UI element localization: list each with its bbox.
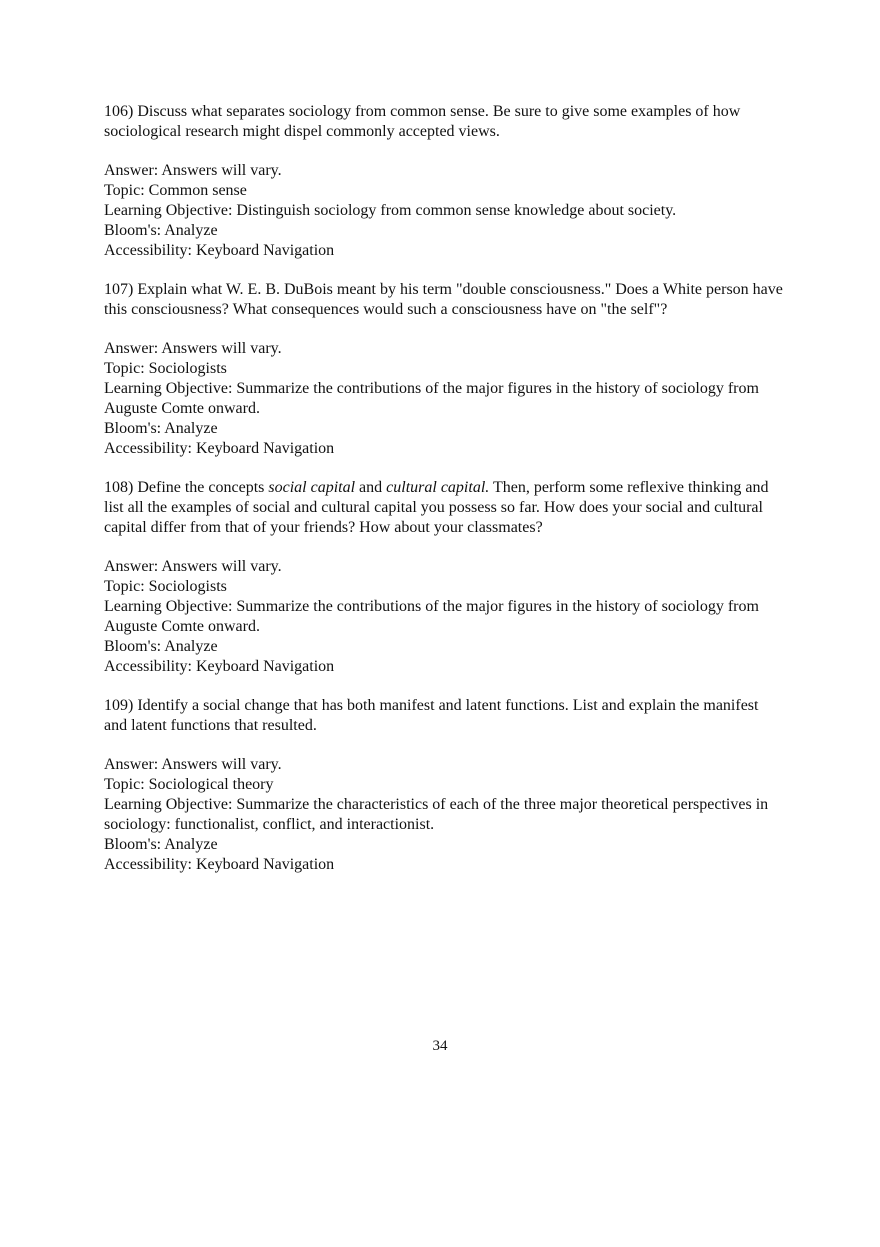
topic-line: Topic: Sociologists [104,360,227,377]
question-text: 109) Identify a social change that has both manifest and latent functions. List and explain the manifest and latent functions that resulted. [104,697,759,734]
question-text [104,478,784,538]
term-cultural-capital: cultural capital. [386,479,490,496]
answer-line: Answer: Answers will vary. [104,162,282,179]
question-text-part: 108) Define the concepts [104,479,269,496]
page-number: 34 [432,1038,448,1054]
question-108 [104,478,784,677]
blooms-line: Bloom's: Analyze [104,638,218,655]
topic-line: Topic: Sociologists [104,578,227,595]
accessibility-line: Accessibility: Keyboard Navigation [104,440,335,457]
topic-line: Topic: Common sense [104,182,247,199]
term-social-capital: social capital [268,479,356,496]
question-text-part: Then, perform some reflexive thinking and list all the examples of social and cultural capital you possess so far. How does your social and cultural capital differ from that of your friends? How about your classmates? [104,479,769,536]
question-106 [104,102,784,261]
learning-objective-line: Learning Objective: Distinguish sociology from common sense knowledge about society. [104,202,677,219]
question-text: 106) Discuss what separates sociology from common sense. Be sure to give some examples of how sociological research might dispel commonly accepted views. [104,103,741,140]
accessibility-line: Accessibility: Keyboard Navigation [104,856,335,873]
accessibility-line: Accessibility: Keyboard Navigation [104,658,335,675]
topic-line: Topic: Sociological theory [104,776,274,793]
document-page [104,102,784,894]
blooms-line: Bloom's: Analyze [104,836,218,853]
learning-objective-line: Learning Objective: Summarize the contributions of the major figures in the history of sociology from Auguste Comte onward. [104,598,759,635]
accessibility-line: Accessibility: Keyboard Navigation [104,242,335,259]
question-107 [104,280,784,459]
learning-objective-line: Learning Objective: Summarize the characteristics of each of the three major theoretical perspectives in sociology: functionalist, conflict, and interactionist. [104,796,769,833]
question-text: 107) Explain what W. E. B. DuBois meant by his term "double consciousness." Does a White person have this consciousness? What consequences would such a consciousness have on "the self"? [104,281,783,318]
question-109 [104,696,784,875]
learning-objective-line: Learning Objective: Summarize the contributions of the major figures in the history of sociology from Auguste Comte onward. [104,380,759,417]
blooms-line: Bloom's: Analyze [104,420,218,437]
answer-line: Answer: Answers will vary. [104,558,282,575]
question-text-part: and [355,479,387,496]
answer-line: Answer: Answers will vary. [104,340,282,357]
blooms-line: Bloom's: Analyze [104,222,218,239]
answer-line: Answer: Answers will vary. [104,756,282,773]
